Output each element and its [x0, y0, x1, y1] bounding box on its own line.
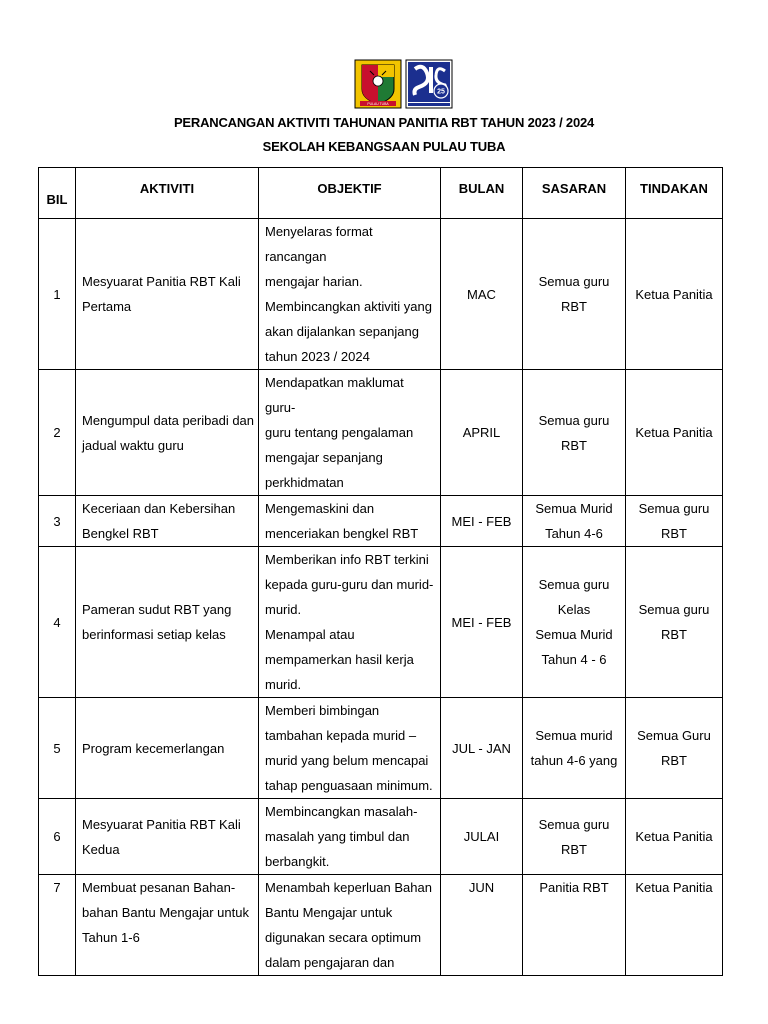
header-sasaran: SASARAN [523, 168, 626, 219]
cell-tindakan: Ketua Panitia [626, 875, 723, 976]
cell-sasaran: Semua guru RBT [523, 799, 626, 875]
cell-sasaran: Semua guru RBT [523, 219, 626, 370]
table-row [39, 219, 723, 370]
cell-sasaran: Semua guru Kelas Semua Murid Tahun 4 - 6 [523, 547, 626, 698]
table-row [39, 370, 723, 496]
cell-tindakan: Ketua Panitia [626, 219, 723, 370]
cell-tindakan: Ketua Panitia [626, 799, 723, 875]
table-header-row [39, 168, 723, 219]
table-row [39, 547, 723, 698]
cell-bulan: MEI - FEB [441, 496, 523, 547]
cell-tindakan: Ketua Panitia [626, 370, 723, 496]
crest-caption: PULAU TUBA [367, 102, 389, 107]
cell-aktiviti: Membuat pesanan Bahan- bahan Bantu Mengajar untuk Tahun 1-6 [76, 875, 259, 976]
school-name: SEKOLAH KEBANGSAAN PULAU TUBA [262, 139, 506, 154]
cell-sasaran: Semua murid tahun 4-6 yang [523, 698, 626, 799]
cell-sasaran: Semua Murid Tahun 4-6 [523, 496, 626, 547]
header-tindakan: TINDAKAN [626, 168, 723, 219]
cell-bil: 6 [39, 799, 76, 875]
cell-sasaran: Semua guru RBT [523, 370, 626, 496]
header-logos [354, 59, 453, 109]
cell-tindakan: Semua guru RBT [626, 547, 723, 698]
cell-objektif: Memberikan info RBT terkini kepada guru-guru dan murid- murid. Menampal atau mempamerkan hasil kerja murid. [259, 547, 441, 698]
cell-objektif: Mengemaskini dan menceriakan bengkel RBT [259, 496, 441, 547]
activity-plan-table [38, 167, 723, 976]
cell-aktiviti: Keceriaan dan Kebersihan Bengkel RBT [76, 496, 259, 547]
table-row [39, 698, 723, 799]
cell-objektif: Memberi bimbingan tambahan kepada murid – murid yang belum mencapai tahap penguasaan minimum. [259, 698, 441, 799]
cell-sasaran: Panitia RBT [523, 875, 626, 976]
cell-bil: 7 [39, 875, 76, 976]
table-row [39, 496, 723, 547]
cell-aktiviti: Mesyuarat Panitia RBT Kali Kedua [76, 799, 259, 875]
cell-aktiviti: Pameran sudut RBT yang berinformasi setiap kelas [76, 547, 259, 698]
cell-bil: 2 [39, 370, 76, 496]
cell-objektif: Menyelaras format rancangan mengajar harian. Membincangkan aktiviti yang akan dijalankan sepanjang tahun 2023 / 2024 [259, 219, 441, 370]
cell-bulan: MEI - FEB [441, 547, 523, 698]
cell-tindakan: Semua guru RBT [626, 496, 723, 547]
cell-bulan: JULAI [441, 799, 523, 875]
anniversary-logo [405, 59, 453, 109]
cell-bulan: JUN [441, 875, 523, 976]
header-objektif: OBJEKTIF [259, 168, 441, 219]
table-row [39, 875, 723, 976]
school-crest-logo [354, 59, 402, 109]
cell-aktiviti: Mengumpul data peribadi dan jadual waktu guru [76, 370, 259, 496]
cell-objektif: Menambah keperluan Bahan Bantu Mengajar untuk digunakan secara optimum dalam pengajaran dan [259, 875, 441, 976]
cell-bulan: JUL - JAN [441, 698, 523, 799]
cell-bil: 4 [39, 547, 76, 698]
cell-bil: 3 [39, 496, 76, 547]
cell-bil: 1 [39, 219, 76, 370]
cell-bulan: APRIL [441, 370, 523, 496]
header-bil: BIL [39, 168, 76, 219]
cell-objektif: Mendapatkan maklumat guru- guru tentang pengalaman mengajar sepanjang perkhidmatan [259, 370, 441, 496]
cell-bil: 5 [39, 698, 76, 799]
header-aktiviti: AKTIVITI [76, 168, 259, 219]
cell-objektif: Membincangkan masalah- masalah yang timbul dan berbangkit. [259, 799, 441, 875]
document-title: PERANCANGAN AKTIVITI TAHUNAN PANITIA RBT TAHUN 2023 / 2024 [173, 115, 595, 130]
cell-aktiviti: Program kecemerlangan [76, 698, 259, 799]
header-bulan: BULAN [441, 168, 523, 219]
cell-bulan: MAC [441, 219, 523, 370]
anniversary-number: 25 [437, 88, 445, 96]
table-row [39, 799, 723, 875]
cell-aktiviti: Mesyuarat Panitia RBT Kali Pertama [76, 219, 259, 370]
cell-tindakan: Semua Guru RBT [626, 698, 723, 799]
